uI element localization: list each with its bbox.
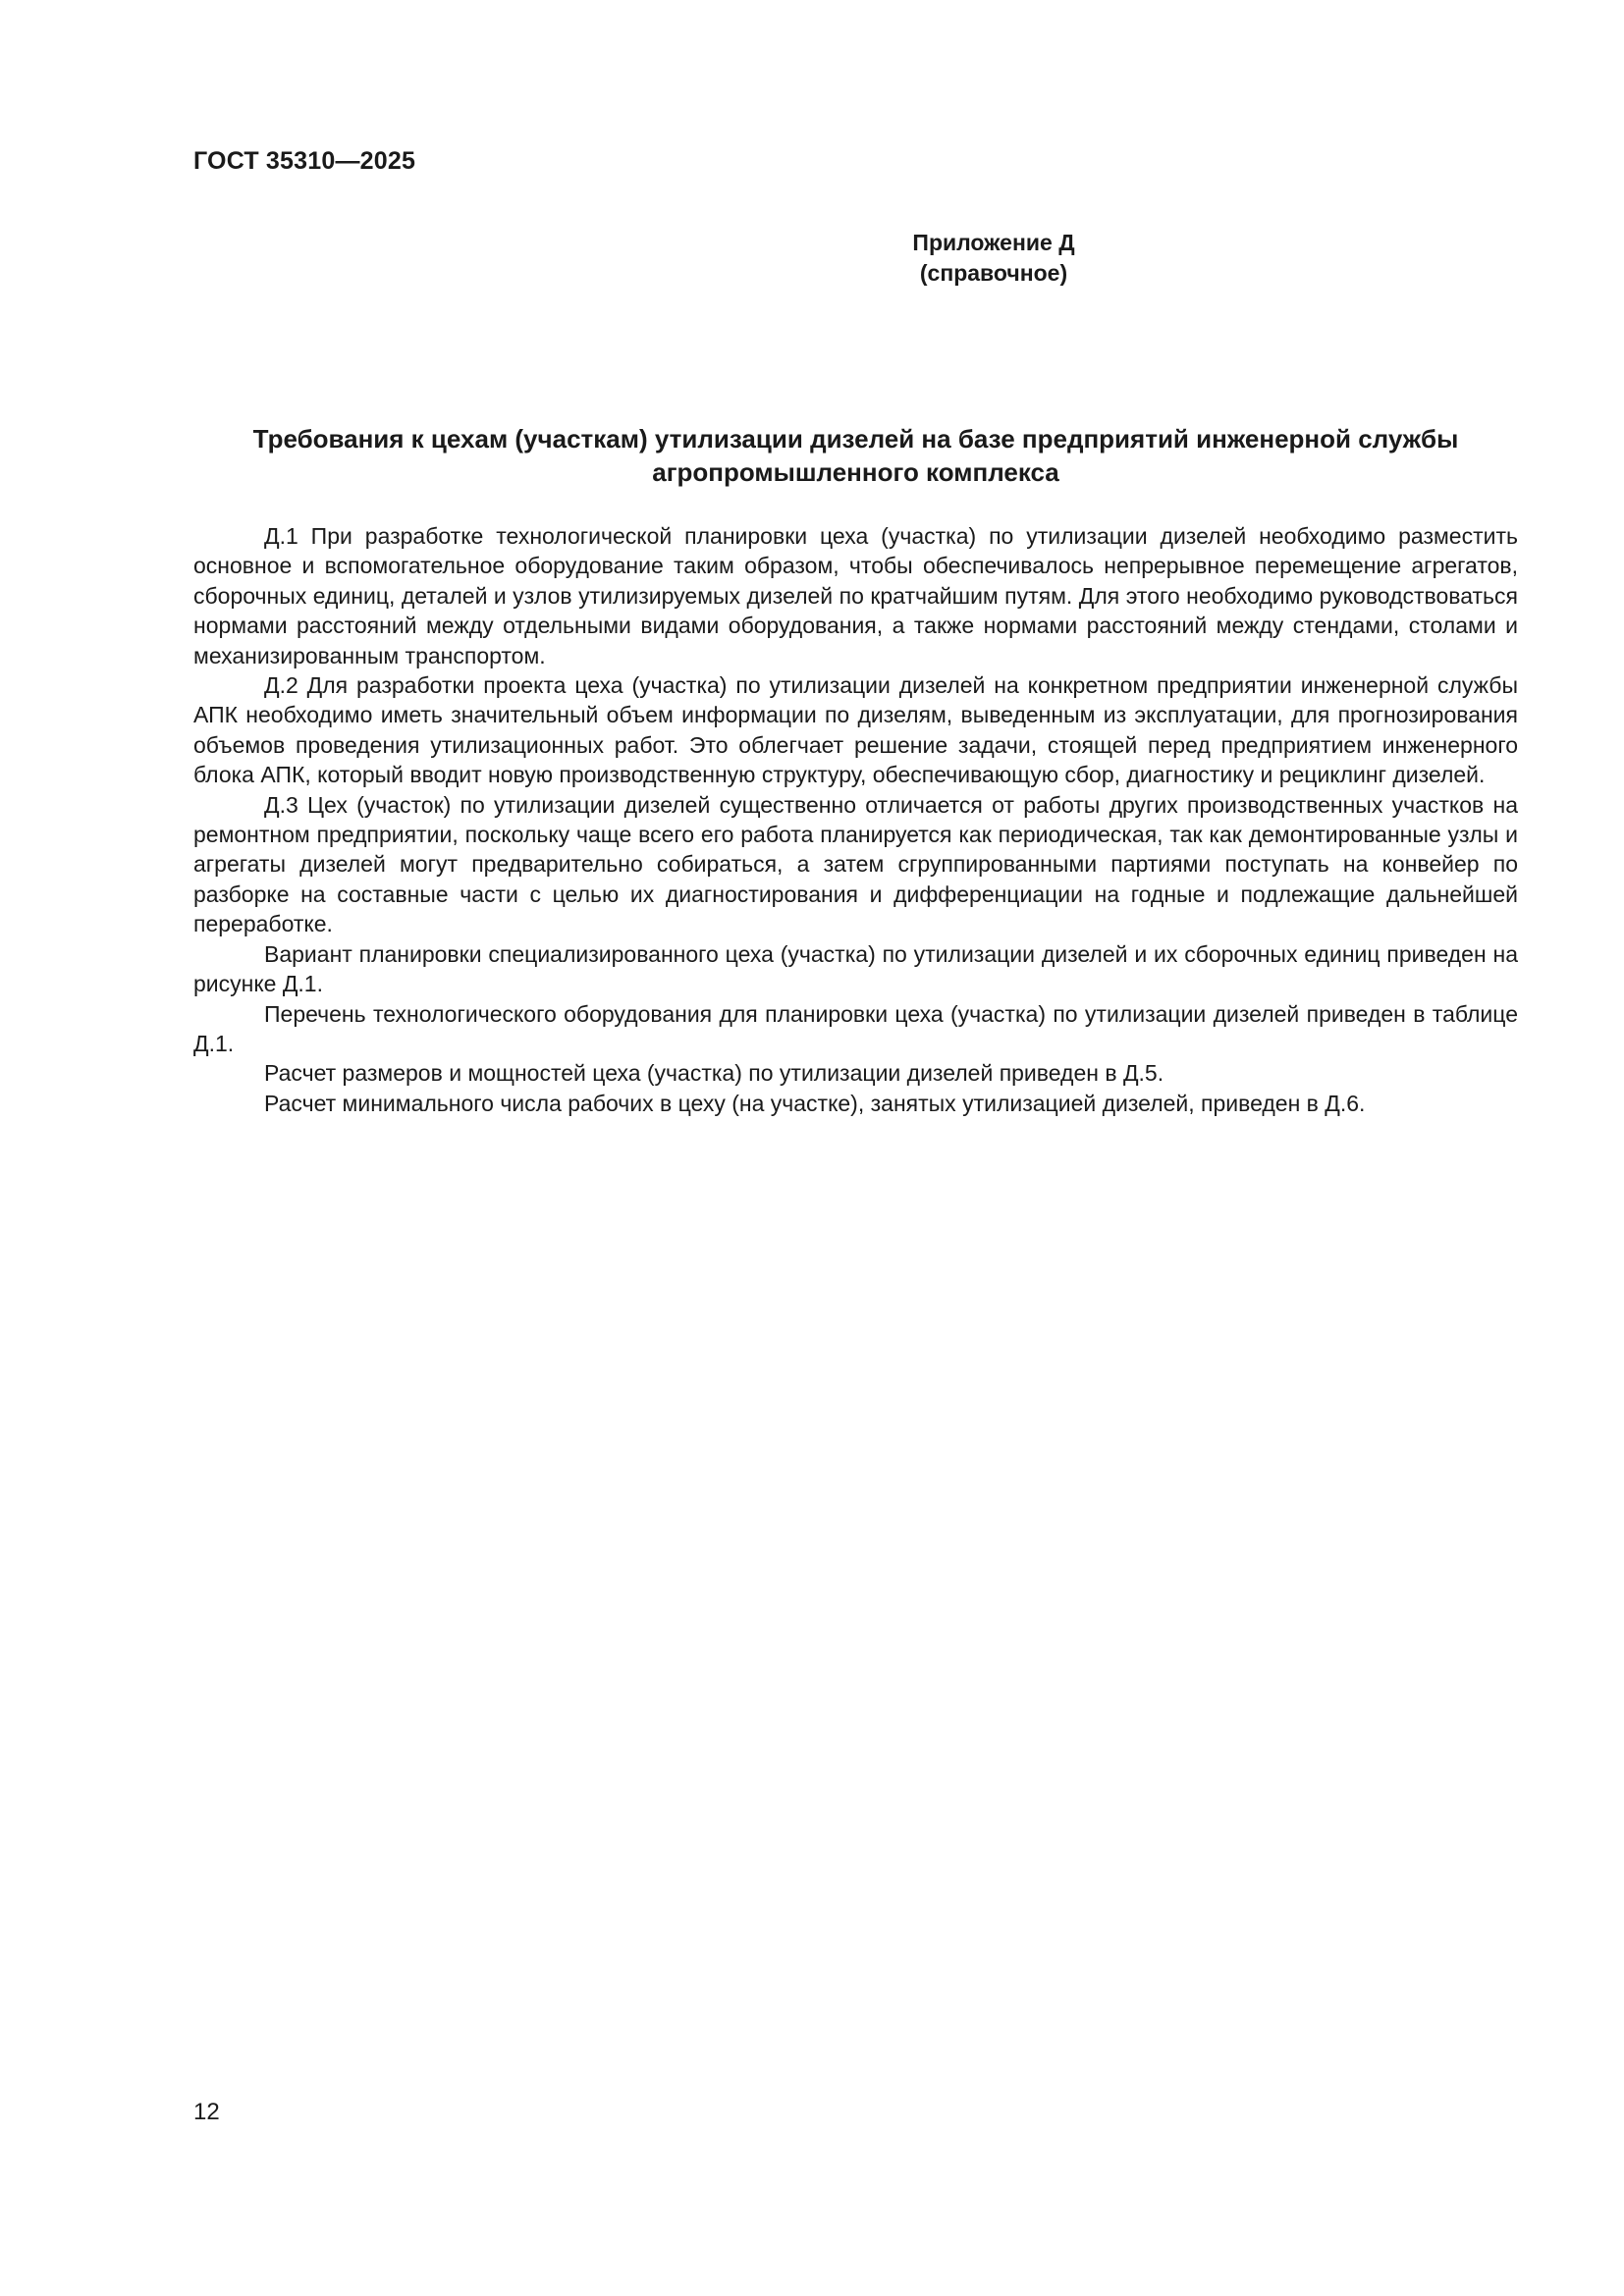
paragraph-equipment-list: Перечень технологического оборудования для планировки цеха (участка) по утилизации дизелей приведен в таблице Д.1. <box>193 1000 1518 1056</box>
page-number: 12 <box>193 2099 220 2125</box>
appendix-kind: (справочное) <box>919 260 1068 286</box>
appendix-label: Приложение Д <box>912 230 1075 255</box>
paragraph-d3: Д.3 Цех (участок) по утилизации дизелей существенно отличается от работы других производственных участков на ремонтном предприятии, поскольку чаще всего его работа планируется как периодическая, так как демонтированные узлы и агрегаты дизелей могут предварительно собираться, а затем сгруппированными партиями поступать на конвейер по разборке на составные части с целью их диагностирования и дифференциации на годные и подлежащие дальнейшей переработке. <box>193 791 1518 937</box>
paragraph-d2: Д.2 Для разработки проекта цеха (участка) по утилизации дизелей на конкретном предприятии инженерной службы АПК необходимо иметь значительный объем информации по дизелям, выведенным из эксплуатации, для прогнозирования объемов проведения утилизационных работ. Это облегчает решение задачи, стоящей перед предприятием инженерного блока АПК, который вводит новую производственную структуру, обеспечивающую сбор, диагностику и рециклинг дизелей. <box>193 672 1518 788</box>
document-code: ГОСТ 35310—2025 <box>193 147 416 175</box>
section-title-line-1: Требования к цехам (участкам) утилизации дизелей на базе предприятий инженерной службы <box>252 424 1459 454</box>
appendix-heading <box>0 228 1624 289</box>
paragraph-d1: Д.1 При разработке технологической планировки цеха (участка) по утилизации дизелей необходимо разместить основное и вспомогательное оборудование таким образом, чтобы обеспечивалось непрерывное перемещение агрегатов, сборочных единиц, деталей и узлов утилизируемых дизелей по кратчайшим путям. Для этого необходимо руководствоваться нормами расстояний между отдельными видами оборудования, а также нормами расстояний между стендами, столами и механизированным транспортом. <box>193 523 1518 668</box>
section-title-line-2: агропромышленного комплекса <box>652 457 1059 487</box>
body-text <box>193 521 1518 1118</box>
paragraph-workers-calculation: Расчет минимального числа рабочих в цеху (на участке), занятых утилизацией дизелей, приведен в Д.6. <box>264 1090 1366 1116</box>
paragraph-size-calculation: Расчет размеров и мощностей цеха (участка) по утилизации дизелей приведен в Д.5. <box>264 1060 1164 1087</box>
paragraph-layout-variant: Вариант планировки специализированного цеха (участка) по утилизации дизелей и их сборочных единиц приведен на рисунке Д.1. <box>193 940 1518 997</box>
section-title <box>193 422 1518 489</box>
